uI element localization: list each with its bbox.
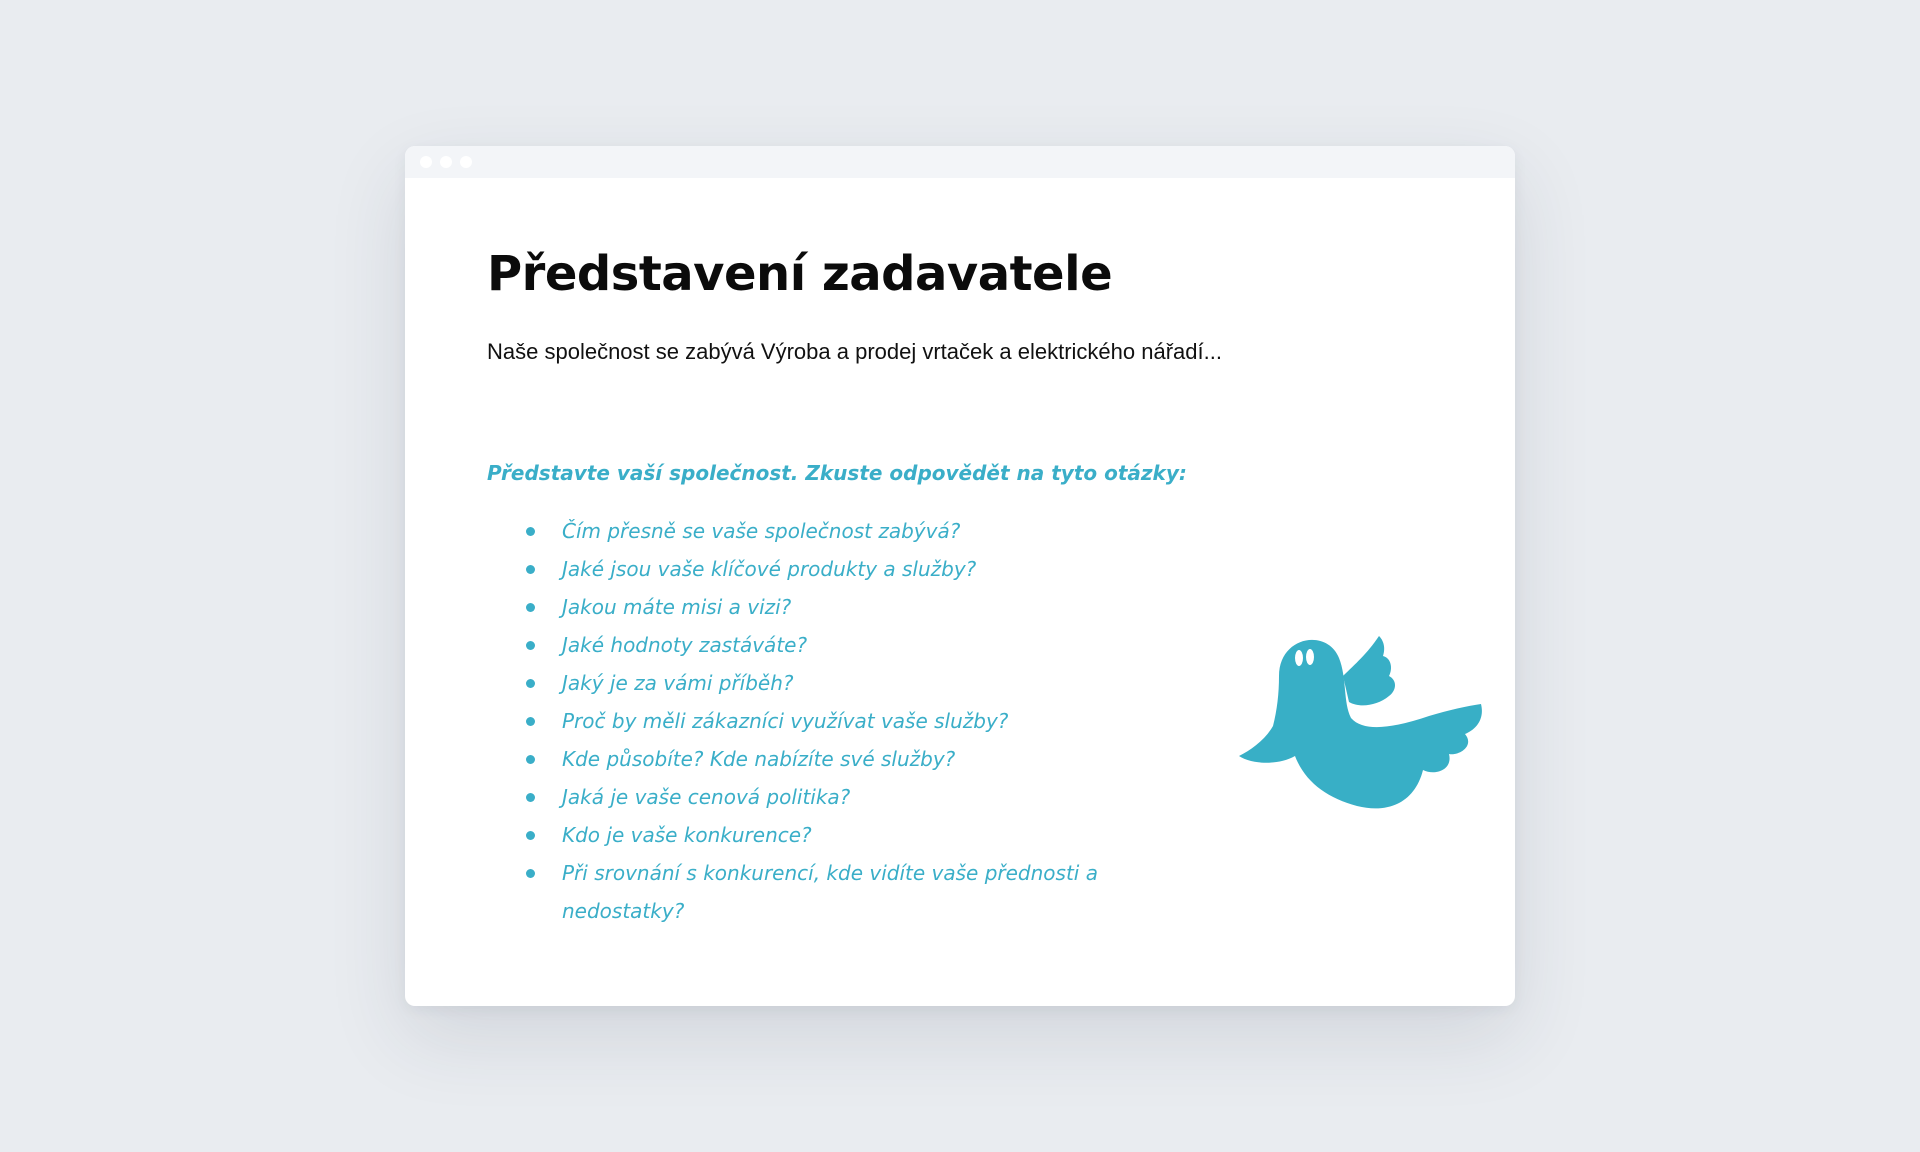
- intro-text: Naše společnost se zabývá Výroba a prodej vrtaček a elektrického nářadí...: [487, 338, 1222, 364]
- ghost-icon: [1239, 606, 1489, 826]
- window-dot-icon[interactable]: [420, 156, 432, 168]
- page-title: Představení zadavatele: [487, 246, 1113, 302]
- questions-prompt: Představte vaší společnost. Zkuste odpovědět na tyto otázky:: [487, 461, 1187, 486]
- window-dot-icon[interactable]: [440, 156, 452, 168]
- question-item: Při srovnání s konkurencí, kde vidíte vaše přednosti a nedostatky?: [487, 854, 1107, 930]
- ghost-eye-left: [1295, 650, 1303, 666]
- browser-window: [405, 146, 1515, 1006]
- question-item: Jaké hodnoty zastáváte?: [487, 626, 1107, 664]
- question-item: Jaká je vaše cenová politika?: [487, 778, 1107, 816]
- question-item: Jaké jsou vaše klíčové produkty a služby?: [487, 550, 1107, 588]
- question-item: Jakou máte misi a vizi?: [487, 588, 1107, 626]
- ghost-eye-right: [1306, 649, 1314, 665]
- question-item: Jaký je za vámi příběh?: [487, 664, 1107, 702]
- page-content: [487, 246, 1447, 930]
- question-item: Čím přesně se vaše společnost zabývá?: [487, 512, 1107, 550]
- questions-list: [487, 512, 1107, 930]
- question-item: Kde působíte? Kde nabízíte své služby?: [487, 740, 1107, 778]
- question-item: Proč by měli zákazníci využívat vaše služby?: [487, 702, 1107, 740]
- question-item: Kdo je vaše konkurence?: [487, 816, 1107, 854]
- window-dot-icon[interactable]: [460, 156, 472, 168]
- window-titlebar: [405, 146, 1515, 178]
